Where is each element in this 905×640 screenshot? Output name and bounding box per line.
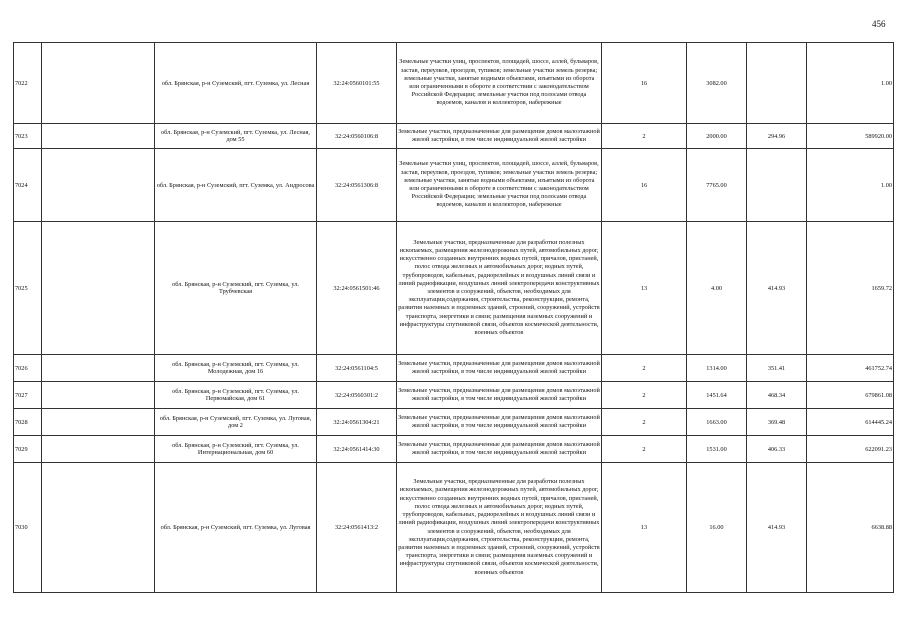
cadastral-number-cell: 32:24:0561306:8 — [317, 149, 397, 222]
empty-cell — [42, 409, 155, 436]
land-use-cell: Земельные участки, предназначенные для размещения домов малоэтажной жилой застройки, в том числе индивидуальной жилой застройки — [397, 436, 602, 463]
row-number: 7022 — [14, 43, 42, 124]
table-row — [14, 124, 894, 149]
address-cell: обл. Брянская, р-н Суземский, пгт. Суземка, ул. Лесная — [155, 43, 317, 124]
page-number: 456 — [872, 19, 886, 29]
area-cell: 16.00 — [687, 463, 747, 593]
table-row — [14, 463, 894, 593]
cadastral-number-cell: 32:24:0560106:8 — [317, 124, 397, 149]
cadastral-number-cell: 32:24:0561304:21 — [317, 409, 397, 436]
address-cell: обл. Брянская, р-н Суземский, пгт. Суземка, ул. Трубчевская — [155, 222, 317, 355]
row-number: 7024 — [14, 149, 42, 222]
address-cell: обл. Брянская, р-н Суземский, пгт. Суземка, ул. Молодежная, дом 16 — [155, 355, 317, 382]
cadastral-value-cell: 461752.74 — [807, 355, 894, 382]
cadastral-value-cell: 622091.23 — [807, 436, 894, 463]
row-number: 7030 — [14, 463, 42, 593]
unit-value-cell: 294.96 — [747, 124, 807, 149]
use-code-cell: 2 — [602, 124, 687, 149]
empty-cell — [42, 355, 155, 382]
cadastral-number-cell: 32:24:0561413:2 — [317, 463, 397, 593]
cadastral-value-cell: 1659.72 — [807, 222, 894, 355]
empty-cell — [42, 149, 155, 222]
unit-value-cell: 369.48 — [747, 409, 807, 436]
cadastral-number-cell: 32:24:0561414:30 — [317, 436, 397, 463]
address-cell: обл. Брянская, р-н Суземский, пгт. Суземка, ул. Первомайская, дом 61 — [155, 382, 317, 409]
use-code-cell: 13 — [602, 222, 687, 355]
cadastral-number-cell: 32:24:0561501:46 — [317, 222, 397, 355]
land-registry-table — [13, 42, 894, 593]
address-cell: обл. Брянская, р-н Суземский, пгт. Суземка, ул. Луговая — [155, 463, 317, 593]
area-cell: 7765.00 — [687, 149, 747, 222]
use-code-cell: 16 — [602, 149, 687, 222]
use-code-cell: 2 — [602, 355, 687, 382]
address-cell: обл. Брянская, р-н Суземский, пгт. Суземка, ул. Интернациональная, дом 60 — [155, 436, 317, 463]
land-use-cell: Земельные участки, предназначенные для размещения домов малоэтажной жилой застройки, в том числе индивидуальной жилой застройки — [397, 355, 602, 382]
use-code-cell: 2 — [602, 436, 687, 463]
table-row — [14, 43, 894, 124]
cadastral-value-cell: 679861.08 — [807, 382, 894, 409]
table-row — [14, 355, 894, 382]
address-cell: обл. Брянская, р-н Суземский, пгт. Суземка, ул. Андросова — [155, 149, 317, 222]
address-cell: обл. Брянская, р-н Суземский, пгт. Суземка, ул. Луговая, дом 2 — [155, 409, 317, 436]
land-use-cell: Земельные участки улиц, проспектов, площадей, шоссе, аллей, бульваров, застав, переулков, проездов, тупиков; земельные участки земель резерва; земельные участки, занятые водными объектами, изъятыми из оборота или ограниченными в обороте в соответствии с законодательством Российской Федерации; земельные участки под полосами отвода водоемов, каналов и коллекторов, набережные — [397, 149, 602, 222]
unit-value-cell: 468.34 — [747, 382, 807, 409]
cadastral-number-cell: 32:24:0560101:55 — [317, 43, 397, 124]
cadastral-value-cell: 589920.00 — [807, 124, 894, 149]
area-cell: 1663.00 — [687, 409, 747, 436]
area-cell: 4.00 — [687, 222, 747, 355]
cadastral-number-cell: 32:24:0560301:2 — [317, 382, 397, 409]
empty-cell — [42, 436, 155, 463]
table-row — [14, 222, 894, 355]
row-number: 7028 — [14, 409, 42, 436]
area-cell: 3082.00 — [687, 43, 747, 124]
empty-cell — [42, 124, 155, 149]
unit-value-cell: 414.93 — [747, 463, 807, 593]
table-row — [14, 436, 894, 463]
cadastral-number-cell: 32:24:0561104:5 — [317, 355, 397, 382]
unit-value-cell — [747, 43, 807, 124]
row-number: 7025 — [14, 222, 42, 355]
empty-cell — [42, 222, 155, 355]
area-cell: 1314.00 — [687, 355, 747, 382]
land-use-cell: Земельные участки, предназначенные для размещения домов малоэтажной жилой застройки, в том числе индивидуальной жилой застройки — [397, 409, 602, 436]
cadastral-value-cell: 6638.88 — [807, 463, 894, 593]
cadastral-value-cell: 1.00 — [807, 43, 894, 124]
row-number: 7023 — [14, 124, 42, 149]
land-use-cell: Земельные участки улиц, проспектов, площадей, шоссе, аллей, бульваров, застав, переулков, проездов, тупиков; земельные участки земель резерва; земельные участки, занятые водными объектами, изъятыми из оборота или ограниченными в обороте в соответствии с законодательством Российской Федерации; земельные участки под полосами отвода водоемов, каналов и коллекторов, набережные — [397, 43, 602, 124]
land-use-cell: Земельные участки, предназначенные для размещения домов малоэтажной жилой застройки, в том числе индивидуальной жилой застройки — [397, 382, 602, 409]
unit-value-cell: 351.41 — [747, 355, 807, 382]
land-use-cell: Земельные участки, предназначенные для размещения домов малоэтажной жилой застройки, в том числе индивидуальной жилой застройки — [397, 124, 602, 149]
table-row — [14, 382, 894, 409]
area-cell: 1531.00 — [687, 436, 747, 463]
area-cell: 1451.64 — [687, 382, 747, 409]
table-row — [14, 409, 894, 436]
use-code-cell: 2 — [602, 382, 687, 409]
row-number: 7027 — [14, 382, 42, 409]
empty-cell — [42, 463, 155, 593]
address-cell: обл. Брянская, р-н Суземский, пгт. Суземка, ул. Лесная, дом 55 — [155, 124, 317, 149]
use-code-cell: 16 — [602, 43, 687, 124]
unit-value-cell: 406.33 — [747, 436, 807, 463]
row-number: 7029 — [14, 436, 42, 463]
cadastral-value-cell: 614445.24 — [807, 409, 894, 436]
use-code-cell: 2 — [602, 409, 687, 436]
cadastral-value-cell: 1.00 — [807, 149, 894, 222]
land-use-cell: Земельные участки, предназначенные для разработки полезных ископаемых, размещения железнодорожных путей, автомобильных дорог, искусственно созданных внутренних водных путей, причалов, пристаней, полос отвода железных и автомобильных дорог, водных путей, трубопроводов, кабельных, радиорелейных и воздушных линий связи и линий радиофикации, воздушных линий электропередачи конструктивных элементов и сооружений, объектов, необходимых для эксплуатации,содержания, строительства, реконструкции, ремонта, развития наземных и подземных зданий, строений, сооружений, устройств транспорта, энергетики и связи; размещения наземных сооружений и инфраструктуры спутниковой связи, объектов космической деятельности, военных объектов — [397, 222, 602, 355]
table-row — [14, 149, 894, 222]
unit-value-cell: 414.93 — [747, 222, 807, 355]
empty-cell — [42, 43, 155, 124]
land-use-cell: Земельные участки, предназначенные для разработки полезных ископаемых, размещения железнодорожных путей, автомобильных дорог, искусственно созданных внутренних водных путей, причалов, пристаней, полос отвода железных и автомобильных дорог, водных путей, трубопроводов, кабельных, радиорелейных и воздушных линий связи и линий радиофикации, воздушных линий электропередачи конструктивных элементов и сооружений, объектов, необходимых для эксплуатации,содержания, строительства, реконструкции, ремонта, развития наземных и подземных зданий, строений, сооружений, устройств транспорта, энергетики и связи; размещения наземных сооружений и инфраструктуры спутниковой связи, объектов космической деятельности, военных объектов — [397, 463, 602, 593]
row-number: 7026 — [14, 355, 42, 382]
use-code-cell: 13 — [602, 463, 687, 593]
unit-value-cell — [747, 149, 807, 222]
empty-cell — [42, 382, 155, 409]
area-cell: 2000.00 — [687, 124, 747, 149]
